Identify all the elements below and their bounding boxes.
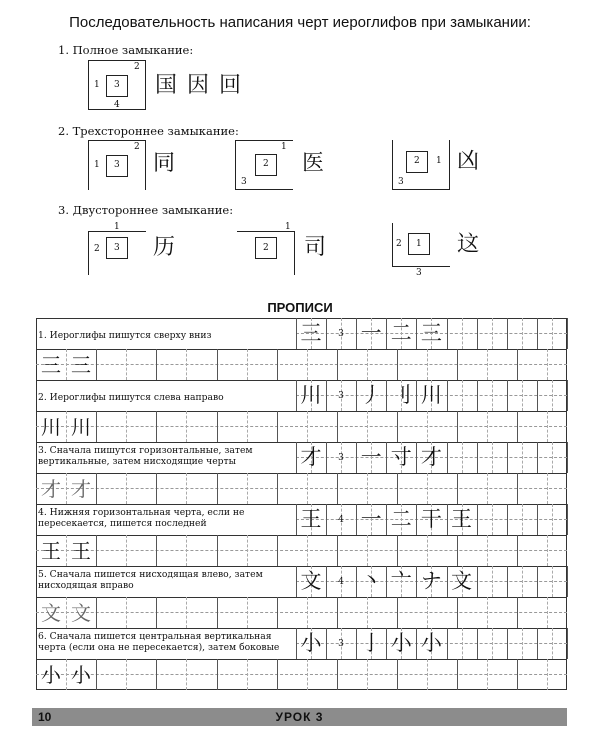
section-label-full-enclosure: 1. Полное замыкание: — [58, 43, 194, 57]
cell-border — [477, 628, 478, 659]
row-divider — [36, 504, 567, 505]
guide-line — [522, 566, 523, 597]
cell-border — [427, 411, 428, 442]
cell-border — [427, 597, 428, 628]
page-footer — [32, 708, 567, 726]
cell-border — [217, 473, 218, 504]
stroke-order-step: 丶 — [360, 569, 382, 593]
guide-line — [522, 380, 523, 411]
cell-border — [186, 473, 187, 504]
cell-border — [66, 535, 67, 566]
stroke-order-step: 丿 — [360, 383, 382, 407]
stroke-order-step: 刂 — [390, 383, 412, 407]
stroke-number: 2 — [263, 243, 269, 253]
cell-border — [66, 597, 67, 628]
stroke-order-step: 才 — [420, 445, 442, 469]
cell-border — [96, 597, 97, 628]
cell-border — [507, 380, 508, 411]
cell-border — [66, 349, 67, 380]
cell-border — [367, 473, 368, 504]
example-character: 同 — [153, 151, 176, 176]
cell-border — [447, 380, 448, 411]
cell-border — [217, 597, 218, 628]
stroke-count: 3 — [338, 639, 344, 649]
example-character: 因 — [187, 73, 210, 98]
stroke-number: 1 — [285, 222, 291, 232]
cell-border — [537, 442, 538, 473]
cell-border — [356, 628, 357, 659]
cell-border — [356, 442, 357, 473]
cell-border — [427, 535, 428, 566]
cell-border — [567, 442, 568, 473]
stroke-number: 3 — [114, 160, 120, 170]
target-character: 王 — [300, 507, 322, 531]
cell-border — [547, 473, 548, 504]
stroke-order-step: 一 — [360, 507, 382, 531]
cell-border — [186, 349, 187, 380]
cell-border — [427, 659, 428, 690]
target-character: 小 — [300, 631, 322, 655]
cell-border — [537, 318, 538, 349]
cell-border — [307, 597, 308, 628]
guide-line — [552, 628, 553, 659]
cell-border — [547, 349, 548, 380]
guide-line — [492, 318, 493, 349]
example-character: 国 — [155, 73, 178, 98]
cell-border — [386, 628, 387, 659]
cell-border — [487, 659, 488, 690]
cell-border — [416, 628, 417, 659]
cell-border — [156, 535, 157, 566]
practice-character: 小 — [41, 663, 61, 687]
stroke-order-step: 亅 — [360, 631, 382, 655]
cell-border — [567, 566, 568, 597]
stroke-order-step: 川 — [420, 383, 442, 407]
cell-border — [96, 411, 97, 442]
lesson-label: УРОК 3 — [275, 710, 324, 724]
cell-border — [217, 411, 218, 442]
stroke-order-step: 三 — [420, 321, 442, 345]
stroke-number: 2 — [134, 142, 140, 152]
stroke-number: 1 — [281, 142, 287, 152]
cell-border — [457, 349, 458, 380]
cell-border — [487, 473, 488, 504]
cell-border — [307, 473, 308, 504]
stroke-order-step: 文 — [451, 569, 472, 593]
cell-border — [367, 597, 368, 628]
stroke-number: 1 — [114, 222, 120, 232]
stroke-number: 2 — [263, 159, 269, 169]
cell-border — [217, 659, 218, 690]
stroke-number: 3 — [398, 177, 404, 187]
stroke-number: 3 — [241, 177, 247, 187]
cell-border — [547, 411, 548, 442]
cell-border — [296, 318, 297, 349]
cell-border — [247, 535, 248, 566]
stroke-count: 4 — [338, 515, 344, 525]
stroke-order-step: 寸 — [390, 445, 412, 469]
cell-border — [517, 597, 518, 628]
cell-border — [547, 597, 548, 628]
practice-character: 才 — [41, 477, 61, 501]
cell-border — [186, 597, 187, 628]
practice-character: 王 — [71, 539, 91, 563]
guide-line — [522, 628, 523, 659]
cell-border — [457, 535, 458, 566]
cell-border — [156, 411, 157, 442]
cell-border — [397, 473, 398, 504]
cell-border — [457, 597, 458, 628]
rule-label: 1. Иероглифы пишутся сверху вниз — [38, 330, 212, 341]
guide-line — [492, 628, 493, 659]
cell-border — [457, 659, 458, 690]
stroke-order-step: 王 — [451, 507, 472, 531]
cell-border — [507, 442, 508, 473]
three-sided-diagram-open-top — [392, 140, 450, 190]
example-character: 历 — [153, 235, 176, 260]
cell-border — [397, 411, 398, 442]
cell-border — [367, 659, 368, 690]
cell-border — [517, 411, 518, 442]
cell-border — [507, 318, 508, 349]
section-label-three-sided: 2. Трехстороннее замыкание: — [58, 124, 239, 138]
guide-line — [462, 318, 463, 349]
cell-border — [296, 628, 297, 659]
cell-border — [447, 318, 448, 349]
cell-border — [537, 380, 538, 411]
stroke-number: 3 — [416, 268, 422, 278]
guide-line — [552, 504, 553, 535]
cell-border — [126, 535, 127, 566]
cell-border — [386, 318, 387, 349]
target-character: 才 — [300, 445, 322, 469]
cell-border — [477, 504, 478, 535]
cell-border — [217, 535, 218, 566]
cell-border — [247, 597, 248, 628]
cell-border — [186, 659, 187, 690]
cell-border — [66, 473, 67, 504]
cell-border — [386, 442, 387, 473]
cell-border — [517, 659, 518, 690]
stroke-number: 1 — [94, 160, 100, 170]
cell-border — [247, 473, 248, 504]
cell-border — [326, 628, 327, 659]
cell-border — [296, 504, 297, 535]
cell-border — [96, 473, 97, 504]
cell-border — [126, 473, 127, 504]
cell-border — [386, 380, 387, 411]
example-character: 医 — [302, 151, 325, 176]
cell-border — [507, 566, 508, 597]
cell-border — [156, 597, 157, 628]
example-character: 司 — [304, 235, 327, 260]
stroke-order-step: 小 — [420, 631, 442, 655]
cell-border — [367, 535, 368, 566]
cell-border — [96, 349, 97, 380]
cell-border — [277, 535, 278, 566]
cell-border — [126, 411, 127, 442]
page-title: Последовательность написания черт иероглифов при замыкании: — [69, 14, 531, 31]
guide-line — [462, 442, 463, 473]
cell-border — [296, 442, 297, 473]
stroke-order-step: ナ — [420, 569, 442, 593]
cell-border — [447, 628, 448, 659]
section-label-two-sided: 3. Двустороннее замыкание: — [58, 203, 234, 217]
cell-border — [416, 504, 417, 535]
stroke-number: 4 — [114, 100, 120, 110]
cell-border — [296, 380, 297, 411]
cell-border — [447, 504, 448, 535]
cell-border — [487, 411, 488, 442]
cell-border — [126, 349, 127, 380]
cell-border — [156, 659, 157, 690]
stroke-number: 2 — [396, 239, 402, 249]
cell-border — [507, 504, 508, 535]
cell-border — [337, 597, 338, 628]
cell-border — [307, 535, 308, 566]
cell-border — [567, 504, 568, 535]
guide-line — [492, 504, 493, 535]
cell-border — [247, 411, 248, 442]
cell-border — [547, 659, 548, 690]
cell-border — [277, 597, 278, 628]
practice-character: 才 — [71, 477, 91, 501]
cell-border — [567, 628, 568, 659]
stroke-order-step: 二 — [390, 507, 412, 531]
cell-border — [507, 628, 508, 659]
practice-character: 王 — [41, 539, 61, 563]
rule-label: 2. Иероглифы пишутся слева направо — [38, 392, 224, 403]
guide-line — [552, 380, 553, 411]
target-character: 三 — [300, 321, 322, 345]
propisi-title: ПРОПИСИ — [267, 300, 333, 315]
cell-border — [326, 442, 327, 473]
cell-border — [367, 349, 368, 380]
two-sided-diagram-left-bottom — [392, 223, 450, 278]
cell-border — [397, 535, 398, 566]
cell-border — [326, 504, 327, 535]
practice-character: 小 — [71, 663, 91, 687]
cell-border — [356, 504, 357, 535]
cell-border — [337, 659, 338, 690]
cell-border — [457, 411, 458, 442]
cell-border — [277, 473, 278, 504]
stroke-number: 2 — [134, 62, 140, 72]
cell-border — [397, 349, 398, 380]
target-character: 川 — [300, 383, 322, 407]
cell-border — [326, 380, 327, 411]
rule-label: 4. Нижняя горизонтальная черта, если не пересекается, пишется последней — [38, 507, 245, 529]
cell-border — [567, 318, 568, 349]
stroke-number: 2 — [94, 244, 100, 254]
guide-line — [462, 380, 463, 411]
guide-line — [492, 442, 493, 473]
practice-character: 文 — [41, 601, 61, 625]
cell-border — [477, 442, 478, 473]
row-divider — [36, 628, 567, 629]
cell-border — [447, 442, 448, 473]
cell-border — [416, 566, 417, 597]
cell-border — [277, 659, 278, 690]
cell-border — [567, 380, 568, 411]
stroke-number: 3 — [114, 243, 120, 253]
cell-border — [337, 473, 338, 504]
two-sided-diagram-top-left — [88, 223, 146, 275]
guide-line — [492, 566, 493, 597]
cell-border — [447, 566, 448, 597]
cell-border — [307, 411, 308, 442]
cell-border — [66, 659, 67, 690]
cell-border — [337, 349, 338, 380]
cell-border — [307, 659, 308, 690]
practice-character: 川 — [41, 415, 61, 439]
cell-border — [537, 628, 538, 659]
cell-border — [296, 566, 297, 597]
cell-border — [517, 349, 518, 380]
page-number: 10 — [38, 710, 52, 724]
cell-border — [416, 380, 417, 411]
cell-border — [337, 535, 338, 566]
guide-line — [552, 566, 553, 597]
cell-border — [386, 566, 387, 597]
cell-border — [416, 318, 417, 349]
cell-border — [397, 597, 398, 628]
cell-border — [326, 566, 327, 597]
guide-line — [552, 442, 553, 473]
stroke-number: 1 — [416, 239, 422, 249]
stroke-number: 1 — [436, 156, 442, 166]
cell-border — [477, 566, 478, 597]
two-sided-diagram-top-right — [237, 223, 295, 275]
cell-border — [126, 597, 127, 628]
cell-border — [487, 597, 488, 628]
stroke-count: 3 — [338, 329, 344, 339]
stroke-count: 4 — [338, 577, 344, 587]
guide-line — [492, 380, 493, 411]
cell-border — [356, 380, 357, 411]
stroke-number: 1 — [94, 80, 100, 90]
stroke-order-step: 小 — [390, 631, 412, 655]
target-character: 文 — [300, 569, 322, 593]
cell-border — [457, 473, 458, 504]
stroke-number: 2 — [414, 156, 420, 166]
stroke-order-step: 亠 — [390, 569, 412, 593]
cell-border — [326, 318, 327, 349]
cell-border — [247, 349, 248, 380]
row-divider — [36, 380, 567, 381]
cell-border — [477, 318, 478, 349]
cell-border — [186, 535, 187, 566]
full-enclosure-diagram — [88, 60, 146, 110]
cell-border — [277, 349, 278, 380]
cell-border — [427, 473, 428, 504]
stroke-count: 3 — [338, 391, 344, 401]
cell-border — [517, 535, 518, 566]
cell-border — [96, 535, 97, 566]
cell-border — [477, 380, 478, 411]
three-sided-diagram-open-bottom — [88, 140, 146, 190]
guide-line — [522, 318, 523, 349]
cell-border — [517, 473, 518, 504]
stroke-count: 3 — [338, 453, 344, 463]
guide-line — [522, 442, 523, 473]
rule-label: 5. Сначала пишется нисходящая влево, затем нисходящая вправо — [38, 569, 263, 591]
stroke-order-step: 一 — [360, 445, 382, 469]
cell-border — [337, 411, 338, 442]
cell-border — [537, 504, 538, 535]
cell-border — [416, 442, 417, 473]
cell-border — [367, 411, 368, 442]
cell-border — [487, 535, 488, 566]
cell-border — [537, 566, 538, 597]
row-divider — [36, 442, 567, 443]
practice-character: 三 — [41, 353, 61, 377]
example-character: 凶 — [457, 149, 480, 174]
cell-border — [397, 659, 398, 690]
cell-border — [547, 535, 548, 566]
stroke-order-step: 二 — [390, 321, 412, 345]
example-character: 这 — [457, 232, 480, 257]
stroke-order-step: 一 — [360, 321, 382, 345]
rule-label: 6. Сначала пишется центральная вертикальная черта (если она не пересекается), затем боковые — [38, 631, 280, 653]
practice-character: 文 — [71, 601, 91, 625]
three-sided-diagram-open-right — [235, 140, 293, 190]
guide-line — [552, 318, 553, 349]
cell-border — [217, 349, 218, 380]
cell-border — [96, 659, 97, 690]
cell-border — [66, 411, 67, 442]
cell-border — [427, 349, 428, 380]
cell-border — [156, 473, 157, 504]
practice-character: 三 — [71, 353, 91, 377]
stroke-number: 3 — [114, 80, 120, 90]
rule-label: 3. Сначала пишутся горизонтальные, затем вертикальные, затем нисходящие черты — [38, 445, 253, 467]
practice-character: 川 — [71, 415, 91, 439]
cell-border — [156, 349, 157, 380]
cell-border — [186, 411, 187, 442]
cell-border — [126, 659, 127, 690]
cell-border — [277, 411, 278, 442]
stroke-order-step: 干 — [420, 507, 442, 531]
guide-line — [462, 628, 463, 659]
example-character: 回 — [219, 73, 242, 98]
guide-line — [522, 504, 523, 535]
row-divider — [36, 566, 567, 567]
cell-border — [386, 504, 387, 535]
cell-border — [356, 566, 357, 597]
cell-border — [247, 659, 248, 690]
cell-border — [487, 349, 488, 380]
cell-border — [356, 318, 357, 349]
cell-border — [307, 349, 308, 380]
